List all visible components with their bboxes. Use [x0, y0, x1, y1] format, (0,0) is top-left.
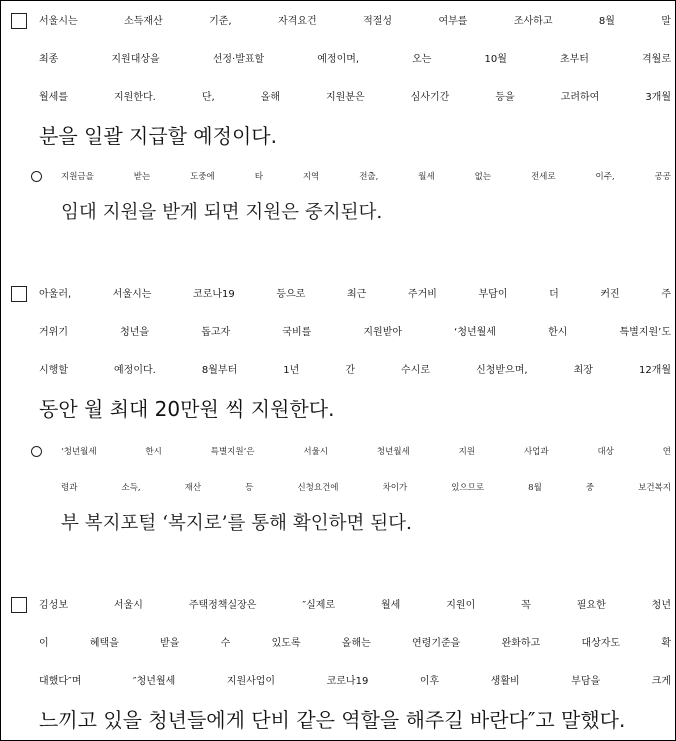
- paragraph-3: [9, 587, 671, 739]
- paragraph-1-line-2: 최종 지원대상을 선정·발표할 예정이며, 오는 10월 초부터 격월로: [39, 54, 671, 65]
- paragraph-1-sub-line-1: 지원금을 받는 도중에 타 지역 전출, 월세 없는 전세로 이주, 공공: [9, 159, 671, 195]
- circle-bullet-icon: [31, 446, 42, 457]
- paragraph-2-sub-line-3: 부 복지포털 ‘복지로’를 통해 확인하면 된다.: [61, 513, 412, 534]
- paragraph-2-line-3: 시행할 예정이다. 8월부터 1년 간 수시로 신청받으며, 최장 12개월: [39, 365, 671, 376]
- paragraph-1-sub-line-2: 임대 지원을 받게 되면 지원은 중지된다.: [61, 202, 383, 223]
- paragraph-3-line-2: 이 혜택을 받을 수 있도록 올해는 연령기준을 완화하고 대상자도 확: [39, 638, 671, 649]
- paragraph-1-sub: [9, 159, 671, 231]
- paragraph-2-sub-line-1: ‘청년월세 한시 특별지원’은 서울시 청년월세 지원 사업과 대상 연: [9, 434, 671, 470]
- paragraph-2: [9, 276, 671, 428]
- paragraph-1: [9, 3, 671, 155]
- checkbox-square-icon: [11, 286, 27, 302]
- paragraph-1-line-3: 월세를 지원한다. 단, 올해 지원분은 심사기간 등을 고려하여 3개월: [39, 92, 671, 103]
- paragraph-1-line-1: 서울시는 소득재산 기준, 자격요건 적절성 여부를 조사하고 8월 말: [9, 3, 671, 41]
- paragraph-3-line-1: 김성보 서울시 주택정책실장은 ″실제로 월세 지원이 꼭 필요한 청년: [9, 587, 671, 625]
- checkbox-square-icon: [11, 597, 27, 613]
- paragraph-1-line-4: 분을 일괄 지급할 예정이다.: [39, 124, 277, 148]
- paragraph-2-line-2: 거위기 청년을 돕고자 국비를 지원받아 ‘청년월세 한시 특별지원’도: [39, 327, 671, 338]
- paragraph-2-line-4: 동안 월 최대 20만원 씩 지원한다.: [39, 397, 335, 421]
- paragraph-2-line-1: 아울러, 서울시는 코로나19 등으로 최근 주거비 부담이 더 커진 주: [9, 276, 671, 314]
- paragraph-2-sub-line-2: 령과 소득, 재산 등 신청요건에 차이가 있으므로 8월 중 보건복지: [61, 483, 671, 493]
- paragraph-3-line-4: 느끼고 있을 청년들에게 단비 같은 역할을 해주길 바란다″고 말했다.: [39, 708, 626, 732]
- checkbox-square-icon: [11, 13, 27, 29]
- paragraph-2-sub: [9, 434, 671, 542]
- circle-bullet-icon: [31, 171, 42, 182]
- paragraph-3-line-3: 대했다″며 ″청년월세 지원사업이 코로나19 이후 생활비 부담을 크게: [39, 676, 671, 687]
